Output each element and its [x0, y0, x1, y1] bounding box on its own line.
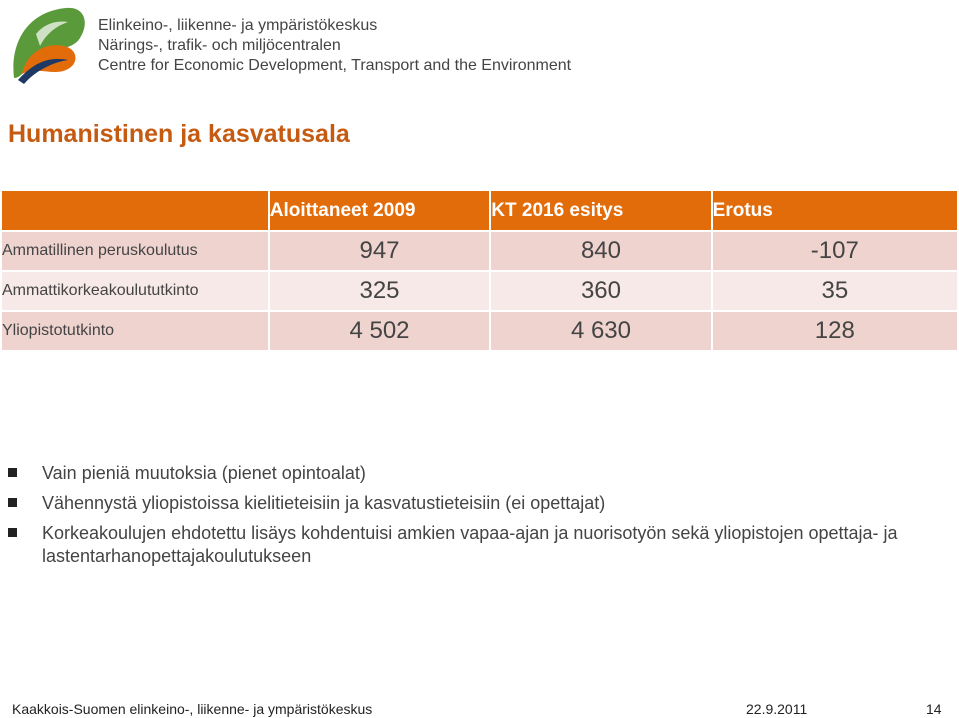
- bullet-text: Vain pieniä muutoksia (pienet opintoalat): [42, 463, 366, 483]
- bullet-text: Korkeakoulujen ehdotettu lisäys kohdentuisi amkien vapaa-ajan ja nuorisotyön sekä yliopistojen opettaja- ja lastentarhanopettajakoulutukseen: [42, 523, 898, 566]
- table-header-row: [1, 190, 958, 231]
- list-item: [8, 492, 928, 515]
- comparison-table: [0, 189, 959, 352]
- org-name-finnish: Elinkeino-, liikenne- ja ympäristökeskus: [98, 17, 378, 34]
- cell-erotus: -107: [712, 231, 958, 271]
- slide-title: Humanistinen ja kasvatusala: [8, 120, 350, 148]
- cell-kt2016: 840: [490, 231, 711, 271]
- organization-name: [98, 16, 571, 76]
- footer-organization: Kaakkois-Suomen elinkeino-, liikenne- ja ympäristökeskus: [12, 701, 373, 717]
- page-number: 14: [926, 701, 942, 717]
- cell-erotus: 128: [712, 311, 958, 351]
- table-row: [1, 231, 958, 271]
- cell-kt2016: 360: [490, 271, 711, 311]
- org-name-english: Centre for Economic Development, Transport and the Environment: [98, 57, 572, 74]
- square-bullet-icon: [8, 528, 17, 537]
- table-header-erotus: Erotus: [712, 190, 958, 231]
- cell-aloittaneet: 947: [269, 231, 491, 271]
- cell-aloittaneet: 4 502: [269, 311, 491, 351]
- row-label: Ammatillinen peruskoulutus: [1, 231, 269, 271]
- list-item: [8, 462, 928, 485]
- cell-aloittaneet: 325: [269, 271, 491, 311]
- table-header-kt2016: KT 2016 esitys: [490, 190, 711, 231]
- square-bullet-icon: [8, 498, 17, 507]
- table-row: [1, 311, 958, 351]
- table-row: [1, 271, 958, 311]
- row-label: Yliopistotutkinto: [1, 311, 269, 351]
- square-bullet-icon: [8, 468, 17, 477]
- org-name-swedish: Närings-, trafik- och miljöcentralen: [98, 37, 341, 54]
- bullet-text: Vähennystä yliopistoissa kielitieteisiin ja kasvatustieteisiin (ei opettajat): [42, 493, 606, 513]
- list-item: [8, 522, 928, 568]
- footer-date: 22.9.2011: [746, 701, 808, 717]
- table-header-aloittaneet: Aloittaneet 2009: [269, 190, 491, 231]
- bullet-list: [8, 462, 928, 575]
- ely-logo: [6, 4, 88, 86]
- table-header-empty: [1, 190, 269, 231]
- cell-erotus: 35: [712, 271, 958, 311]
- row-label: Ammattikorkeakoulututkinto: [1, 271, 269, 311]
- cell-kt2016: 4 630: [490, 311, 711, 351]
